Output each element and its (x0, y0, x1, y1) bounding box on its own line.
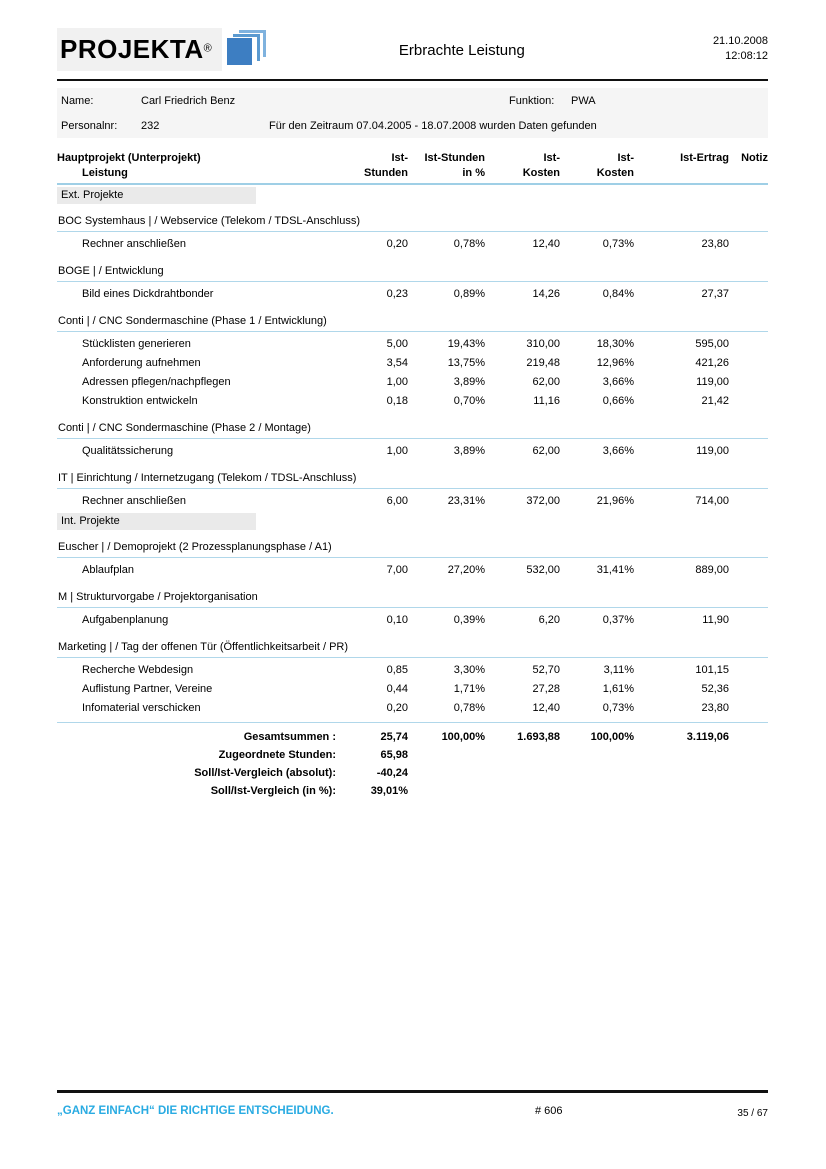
table-header (57, 151, 768, 185)
notiz-cell (729, 611, 768, 630)
ist-kosten-pct-cell: 0,73% (602, 702, 634, 714)
totals-ist-stunden-pct: 100,00% (441, 731, 485, 743)
totals-row-zugeordnete-stunden (57, 746, 768, 764)
ist-stunden-pct-cell: 3,89% (453, 445, 485, 457)
logo-text: PROJEKTA (60, 34, 204, 64)
notiz-cell (729, 561, 768, 580)
leistung-cell: Infomaterial verschicken (82, 702, 201, 714)
ist-ertrag-cell: 21,42 (701, 395, 729, 407)
name-value: Carl Friedrich Benz (141, 94, 236, 107)
report-footer (57, 1090, 768, 1121)
project-group (57, 640, 768, 723)
ist-stunden-cell: 0,44 (386, 683, 408, 695)
totals-label: Soll/Ist-Vergleich (absolut): (194, 767, 336, 779)
table-row (57, 373, 768, 392)
ist-stunden-cell: 3,54 (386, 357, 408, 369)
ist-kosten-pct-cell: 0,66% (602, 395, 634, 407)
employee-name-row (57, 88, 768, 113)
ist-kosten-cell: 219,48 (526, 357, 560, 369)
ist-kosten-pct-cell: 0,84% (602, 288, 634, 300)
ist-stunden-cell: 0,20 (386, 238, 408, 250)
ist-stunden-cell: 7,00 (386, 564, 408, 576)
print-datetime (658, 28, 768, 64)
ist-kosten-cell: 11,16 (533, 395, 560, 407)
zeitraum-text: Für den Zeitraum 07.04.2005 - 18.07.2008 wurden Daten gefunden (269, 119, 597, 132)
totals-row-soll-ist-pct (57, 782, 768, 800)
report-header (57, 0, 768, 78)
ist-ertrag-cell: 595,00 (695, 338, 729, 350)
column-header-ist-stunden: Ist- Stunden (364, 152, 408, 179)
project-header: BOGE | / Entwicklung (57, 264, 768, 282)
ist-stunden-pct-cell: 13,75% (447, 357, 485, 369)
totals-label: Gesamtsummen : (243, 731, 336, 743)
ist-kosten-cell: 62,00 (532, 376, 560, 388)
ist-kosten-pct-cell: 3,66% (602, 445, 634, 457)
table-row (57, 392, 768, 411)
table-row (57, 661, 768, 680)
ist-kosten-cell: 310,00 (526, 338, 560, 350)
ist-ertrag-cell: 11,90 (702, 614, 729, 626)
ist-stunden-pct-cell: 0,89% (453, 288, 485, 300)
leistung-cell: Adressen pflegen/nachpflegen (82, 376, 231, 388)
print-time: 12:08:12 (725, 49, 768, 62)
leistung-cell: Recherche Webdesign (82, 664, 194, 676)
document-number: # 606 (535, 1105, 563, 1117)
notiz-cell (729, 680, 768, 699)
table-row (57, 354, 768, 373)
ist-stunden-cell: 0,23 (386, 288, 408, 300)
page-number: 35 / 67 (737, 1108, 768, 1119)
project-group (57, 590, 768, 630)
totals-value: 39,01% (370, 785, 408, 797)
ist-stunden-cell: 0,20 (386, 702, 408, 714)
project-group (57, 264, 768, 304)
column-header-notiz: Notiz (741, 152, 768, 164)
section-label-int-projekte: Int. Projekte (57, 513, 256, 530)
notiz-cell (729, 699, 768, 718)
table-row (57, 335, 768, 354)
project-header: BOC Systemhaus | / Webservice (Telekom / TDSL-Anschluss) (57, 214, 768, 232)
employee-info (57, 88, 768, 138)
leistung-cell: Stücklisten generieren (82, 338, 191, 350)
project-header: Conti | / CNC Sondermaschine (Phase 1 / Entwicklung) (57, 314, 768, 332)
notiz-cell (729, 235, 768, 254)
ist-stunden-cell: 6,00 (386, 495, 408, 507)
ist-kosten-pct-cell: 3,66% (602, 376, 634, 388)
notiz-cell (729, 354, 768, 373)
ist-stunden-cell: 5,00 (386, 338, 408, 350)
notiz-cell (729, 442, 768, 461)
totals-row-gesamtsummen (57, 728, 768, 746)
table-row (57, 611, 768, 630)
totals-ist-kosten: 1.693,88 (517, 731, 560, 743)
project-header: Marketing | / Tag der offenen Tür (Öffentlichkeitsarbeit / PR) (57, 640, 768, 658)
leistung-cell: Rechner anschließen (82, 238, 186, 250)
project-group (57, 421, 768, 461)
ist-kosten-cell: 372,00 (526, 495, 560, 507)
ist-stunden-pct-cell: 0,70% (453, 395, 485, 407)
ist-kosten-cell: 12,40 (532, 238, 560, 250)
notiz-cell (729, 373, 768, 392)
ist-kosten-pct-cell: 0,37% (602, 614, 634, 626)
funktion-label: Funktion: (509, 94, 555, 107)
ist-ertrag-cell: 101,15 (695, 664, 729, 676)
project-header: Euscher | / Demoprojekt (2 Prozessplanungsphase / A1) (57, 540, 768, 558)
ist-kosten-cell: 532,00 (526, 564, 560, 576)
column-header-ist-kosten-2: Ist- Kosten (596, 152, 634, 179)
totals-ist-ertrag: 3.119,06 (686, 731, 729, 743)
ist-stunden-pct-cell: 0,39% (453, 614, 485, 626)
project-header: M | Strukturvorgabe / Projektorganisation (57, 590, 768, 608)
footer-divider (57, 1090, 768, 1093)
project-header: IT | Einrichtung / Internetzugang (Telekom / TDSL-Anschluss) (57, 471, 768, 489)
ist-kosten-pct-cell: 1,61% (602, 683, 634, 695)
ist-kosten-cell: 27,28 (532, 683, 560, 695)
table-row (57, 492, 768, 511)
totals-label: Soll/Ist-Vergleich (in %): (210, 785, 336, 797)
leistung-cell: Rechner anschließen (82, 495, 186, 507)
slogan-text: „GANZ EINFACH“ DIE RICHTIGE ENTSCHEIDUNG. (57, 1105, 334, 1117)
ist-ertrag-cell: 52,36 (701, 683, 729, 695)
ist-kosten-cell: 12,40 (532, 702, 560, 714)
totals-row-soll-ist-absolut (57, 764, 768, 782)
totals-ist-kosten-pct: 100,00% (590, 731, 634, 743)
table-row (57, 680, 768, 699)
column-header-ist-stunden-pct: Ist-Stunden in % (424, 152, 485, 179)
leistung-cell: Konstruktion entwickeln (82, 395, 198, 407)
project-group (57, 214, 768, 254)
ist-stunden-cell: 1,00 (386, 376, 408, 388)
ist-ertrag-cell: 714,00 (695, 495, 729, 507)
project-header: Conti | / CNC Sondermaschine (Phase 2 / Montage) (57, 421, 768, 439)
ist-stunden-cell: 0,18 (386, 395, 408, 407)
ist-kosten-pct-cell: 0,73% (602, 238, 634, 250)
table-body-end-divider (57, 722, 768, 723)
leistung-cell: Anforderung aufnehmen (82, 357, 201, 369)
notiz-cell (729, 335, 768, 354)
ist-ertrag-cell: 27,37 (701, 288, 729, 300)
ist-stunden-pct-cell: 19,43% (447, 338, 485, 350)
ist-stunden-pct-cell: 23,31% (447, 495, 485, 507)
print-date: 21.10.2008 (712, 35, 768, 47)
column-header-ist-kosten-1: Ist- Kosten (522, 152, 560, 179)
table-row (57, 285, 768, 304)
ist-kosten-pct-cell: 31,41% (596, 564, 634, 576)
leistung-cell: Auflistung Partner, Vereine (82, 683, 213, 695)
page-title: Erbrachte Leistung (398, 42, 525, 59)
project-group (57, 314, 768, 411)
totals-value: 65,98 (380, 749, 408, 761)
ist-ertrag-cell: 119,00 (696, 445, 729, 457)
employee-number-row (57, 113, 768, 138)
logo-textbox (57, 28, 222, 71)
ist-stunden-pct-cell: 3,30% (453, 664, 485, 676)
totals-ist-stunden: 25,74 (380, 731, 408, 743)
ist-stunden-cell: 0,10 (386, 614, 408, 626)
section-label-ext-projekte: Ext. Projekte (57, 187, 256, 204)
notiz-cell (729, 392, 768, 411)
notiz-cell (729, 492, 768, 511)
ist-kosten-cell: 52,70 (532, 664, 560, 676)
ist-ertrag-cell: 23,80 (701, 702, 729, 714)
ist-stunden-pct-cell: 27,20% (447, 564, 485, 576)
table-row (57, 235, 768, 254)
ist-ertrag-cell: 421,26 (695, 357, 729, 369)
ist-kosten-cell: 6,20 (538, 614, 560, 626)
project-group (57, 540, 768, 580)
ist-stunden-pct-cell: 1,71% (453, 683, 485, 695)
ist-stunden-cell: 1,00 (386, 445, 408, 457)
leistung-cell: Ablaufplan (82, 564, 134, 576)
header-divider (57, 79, 768, 81)
totals-value: -40,24 (376, 767, 408, 779)
ist-stunden-pct-cell: 0,78% (453, 702, 485, 714)
ist-ertrag-cell: 119,00 (696, 376, 729, 388)
personalnr-value: 232 (141, 119, 160, 132)
registered-mark: ® (203, 42, 212, 55)
leistung-cell: Aufgabenplanung (82, 614, 169, 626)
totals-notiz (729, 728, 768, 746)
column-header-hauptprojekt: Hauptprojekt (Unterprojekt) Leistung (57, 152, 201, 179)
funktion-value: PWA (571, 94, 596, 107)
cascading-squares-icon (227, 30, 266, 70)
leistung-cell: Qualitätssicherung (82, 445, 174, 457)
ist-ertrag-cell: 23,80 (701, 238, 729, 250)
column-header-ist-ertrag: Ist-Ertrag (680, 152, 729, 164)
leistung-cell: Bild eines Dickdrahtbonder (82, 288, 214, 300)
ist-kosten-pct-cell: 12,96% (596, 357, 634, 369)
table-row (57, 442, 768, 461)
ist-stunden-pct-cell: 3,89% (453, 376, 485, 388)
table-row (57, 561, 768, 580)
ist-kosten-cell: 62,00 (532, 445, 560, 457)
personalnr-label: Personalnr: (61, 119, 118, 132)
notiz-cell (729, 661, 768, 680)
table-row (57, 699, 768, 718)
ist-kosten-pct-cell: 3,11% (603, 664, 634, 676)
ist-kosten-pct-cell: 21,96% (596, 495, 634, 507)
ist-kosten-pct-cell: 18,30% (596, 338, 634, 350)
logo (57, 28, 266, 71)
ist-stunden-pct-cell: 0,78% (453, 238, 485, 250)
notiz-cell (729, 285, 768, 304)
project-group (57, 471, 768, 511)
totals-label: Zugeordnete Stunden: (218, 749, 336, 761)
totals-block (57, 728, 768, 800)
ist-ertrag-cell: 889,00 (695, 564, 729, 576)
name-label: Name: (61, 94, 94, 107)
ist-kosten-cell: 14,26 (532, 288, 560, 300)
ist-stunden-cell: 0,85 (386, 664, 408, 676)
